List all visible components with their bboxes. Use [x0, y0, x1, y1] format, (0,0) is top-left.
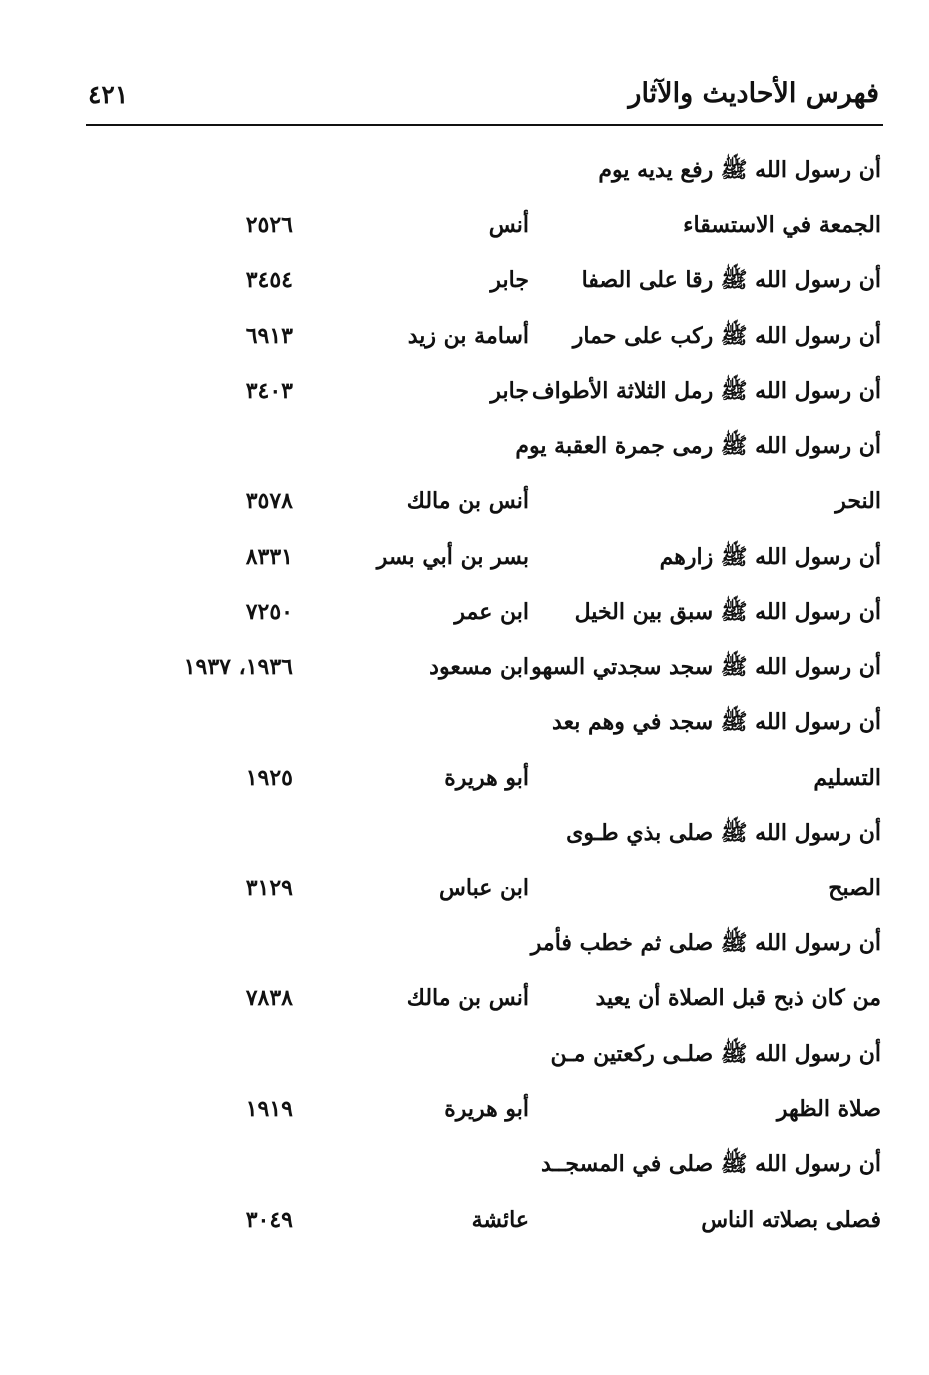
hadith-text: من كان ذبح قبل الصلاة أن يعيد	[595, 985, 881, 1011]
hadith-number: ٦٩١٣	[245, 323, 293, 349]
index-row	[0, 978, 929, 1018]
hadith-text: أن رسول الله ﷺ سبق بين الخيل	[574, 599, 881, 625]
hadith-text: أن رسول الله ﷺ سجد سجدتي السهو	[531, 654, 881, 680]
hadith-number: ٢٥٢٦	[245, 212, 293, 238]
narrator: ابن عمر	[454, 599, 529, 625]
narrator: جابر	[490, 267, 529, 293]
hadith-number: ٣٥٧٨	[245, 488, 293, 514]
hadith-number: ٣٠٤٩	[245, 1207, 293, 1233]
index-row	[0, 758, 929, 798]
index-row	[0, 923, 929, 963]
hadith-text: أن رسول الله ﷺ سجد في وهم بعد	[552, 709, 881, 735]
hadith-text: الصبح	[828, 875, 881, 901]
hadith-number: ٣٤٠٣	[245, 378, 293, 404]
hadith-text: أن رسول الله ﷺ رقا على الصفا	[581, 267, 881, 293]
narrator: أسامة بن زيد	[407, 323, 529, 349]
hadith-number: ٨٣٣١	[245, 544, 293, 570]
index-row	[0, 1144, 929, 1184]
index-row	[0, 1200, 929, 1240]
hadith-text: الجمعة في الاستسقاء	[683, 212, 881, 238]
hadith-text: أن رسول الله ﷺ زارهم	[659, 544, 881, 570]
narrator: أنس	[488, 212, 529, 238]
index-row	[0, 702, 929, 742]
page-number: ٤٢١	[88, 80, 129, 109]
hadith-number: ١٩١٩	[245, 1096, 293, 1122]
hadith-number: ٣٤٥٤	[245, 267, 293, 293]
index-row	[0, 316, 929, 356]
hadith-number: ١٩٢٥	[245, 765, 293, 791]
hadith-text: أن رسول الله ﷺ رمل الثلاثة الأطواف	[531, 378, 881, 404]
hadith-text: أن رسول الله ﷺ صلى ثم خطب فأمر	[530, 930, 881, 956]
header-divider	[86, 124, 883, 126]
hadith-number: ٧٨٣٨	[245, 985, 293, 1011]
hadith-number: ٧٢٥٠	[245, 599, 293, 625]
page-title: فهرس الأحاديث والآثار	[628, 78, 879, 109]
hadith-text: فصلى بصلاته الناس	[701, 1207, 881, 1233]
narrator: أنس بن مالك	[406, 488, 529, 514]
index-row	[0, 260, 929, 300]
hadith-text: النحر	[835, 488, 881, 514]
hadith-text: التسليم	[813, 765, 881, 791]
index-row	[0, 647, 929, 687]
index-row	[0, 813, 929, 853]
index-row	[0, 1034, 929, 1074]
index-row	[0, 205, 929, 245]
index-row	[0, 1089, 929, 1129]
hadith-number: ٣١٢٩	[245, 875, 293, 901]
hadith-text: صلاة الظهر	[776, 1096, 881, 1122]
hadith-text: أن رسول الله ﷺ صلـى ركعتين مـن	[550, 1041, 881, 1067]
hadith-number: ١٩٣٦، ١٩٣٧	[183, 654, 293, 680]
index-row	[0, 537, 929, 577]
index-row	[0, 481, 929, 521]
narrator: ابن عباس	[439, 875, 529, 901]
narrator: عائشة	[471, 1207, 529, 1233]
index-row	[0, 371, 929, 411]
index-row	[0, 426, 929, 466]
narrator: جابر	[490, 378, 529, 404]
hadith-text: أن رسول الله ﷺ ركب على حمار	[572, 323, 881, 349]
narrator: أنس بن مالك	[406, 985, 529, 1011]
narrator: بسر بن أبي بسر	[376, 544, 529, 570]
narrator: ابن مسعود	[429, 654, 529, 680]
index-row	[0, 150, 929, 190]
hadith-text: أن رسول الله ﷺ رفع يديه يوم	[598, 157, 881, 183]
narrator: أبو هريرة	[444, 765, 529, 791]
index-row	[0, 592, 929, 632]
hadith-text: أن رسول الله ﷺ صلى بذي طـوى	[566, 820, 881, 846]
hadith-text: أن رسول الله ﷺ صلى في المسجــد	[540, 1151, 881, 1177]
hadith-text: أن رسول الله ﷺ رمى جمرة العقبة يوم	[515, 433, 881, 459]
index-row	[0, 868, 929, 908]
narrator: أبو هريرة	[444, 1096, 529, 1122]
